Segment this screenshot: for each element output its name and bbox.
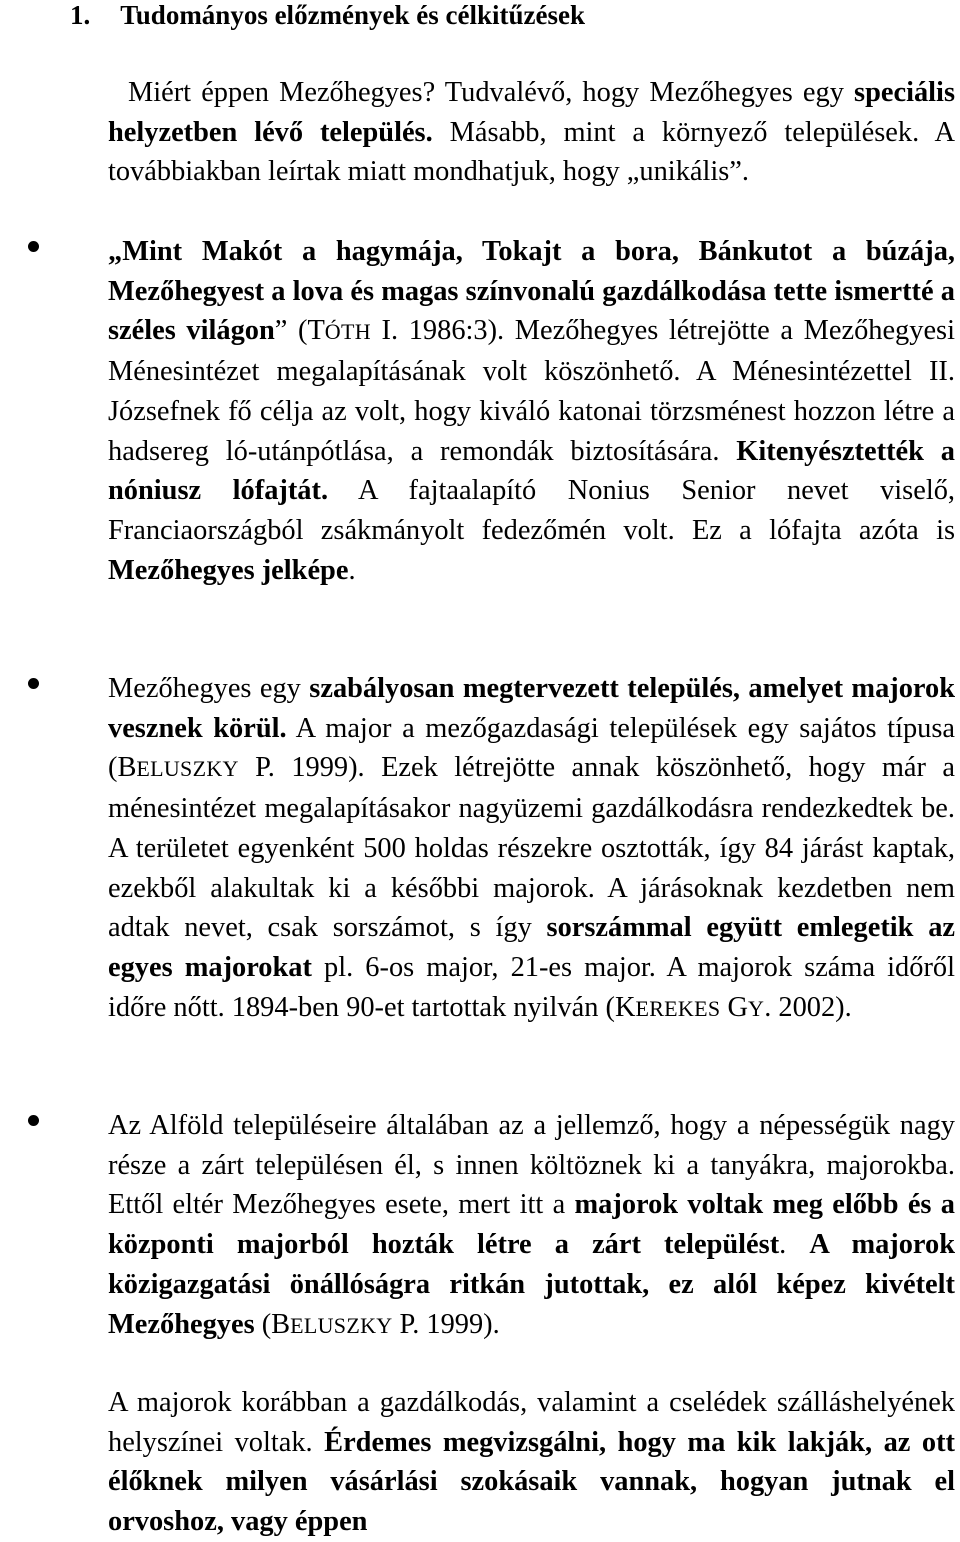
bullet-paragraph-2: Mezőhegyes egy szabályosan megtervezett település, amelyet majorok vesznek körül. A major a mezőgazdasági települések egy sajátos típusa (BELUSZKY P. 1999). Ezek létrejötte annak köszönhető, hogy már a ménesintézet megalapításakor nagyüzemi gazdálkodásra rendezkedtek be. A területet egyenként 500 holdas részekre osztották, így 84 járást kaptak, ezekből alakultak ki a későbbi majorok. A járásoknak kezdetben nem adtak nevet, csak sorszámot, s így sorszámmal együtt emlegetik az egyes majorokat pl. 6-os major, 21-es major. A majorok száma időről időre nőtt. 1894-ben 90-et tartottak nyilván (KEREKES GY. 2002). <box>108 673 955 1023</box>
bullet-paragraph-3: Az Alföld településeire általában az a jellemző, hogy a népességük nagy része a zárt településen él, s innen költöznek ki a tanyákra, majorokba. Ettől eltér Mezőhegyes esete, mert itt a majorok voltak meg előbb és a központi majorból hozták létre a zárt települést. A majorok közigazgatási önállóságra ritkán jutottak, ez alól képez kivételt Mezőhegyes (BELUSZKY P. 1999). <box>108 1110 956 1340</box>
bullet-icon <box>28 678 39 689</box>
section-number: 1. <box>70 0 91 30</box>
bullet-icon <box>28 241 39 252</box>
section-heading <box>70 0 585 30</box>
bullet-paragraph-1: „Mint Makót a hagymája, Tokajt a bora, Bánkutot a búzája, Mezőhegyest a lova és magas színvonalú gazdálkodása tette ismertté a széles világon” (TÓTH I. 1986:3). Mezőhegyes létrejötte a Mezőhegyesi Ménesintézet megalapításának volt köszönhető. A Ménesintézettel II. Józsefnek fő célja az volt, hogy kiváló katonai törzsménest hozzon létre a hadsereg ló-utánpótlása, a remondák biztosítására. Kitenyésztették a nóniusz lófajtát. A fajtaalapító Nonius Senior nevet viselő, Franciaországból zsákmányolt fedezőmén volt. Ez a lófajta azóta is Mezőhegyes jelképe. <box>108 236 956 586</box>
bullet-icon <box>28 1115 39 1126</box>
section-title: Tudományos előzmények és célkitűzések <box>120 0 585 30</box>
intro-paragraph: Miért éppen Mezőhegyes? Tudvalévő, hogy Mezőhegyes egy speciális helyzetben lévő település. Másabb, mint a környező települések. A továbbiakban leírtak miatt mondhatjuk, hogy „unikális”. <box>108 77 955 188</box>
closing-paragraph: A majorok korábban a gazdálkodás, valamint a cselédek szálláshelyének helyszínei voltak. Érdemes megvizsgálni, hogy ma kik lakják, az ott élőknek milyen vásárlási szokásaik vannak, hogyan jutnak el orvoshoz, vagy éppen <box>108 1387 956 1538</box>
